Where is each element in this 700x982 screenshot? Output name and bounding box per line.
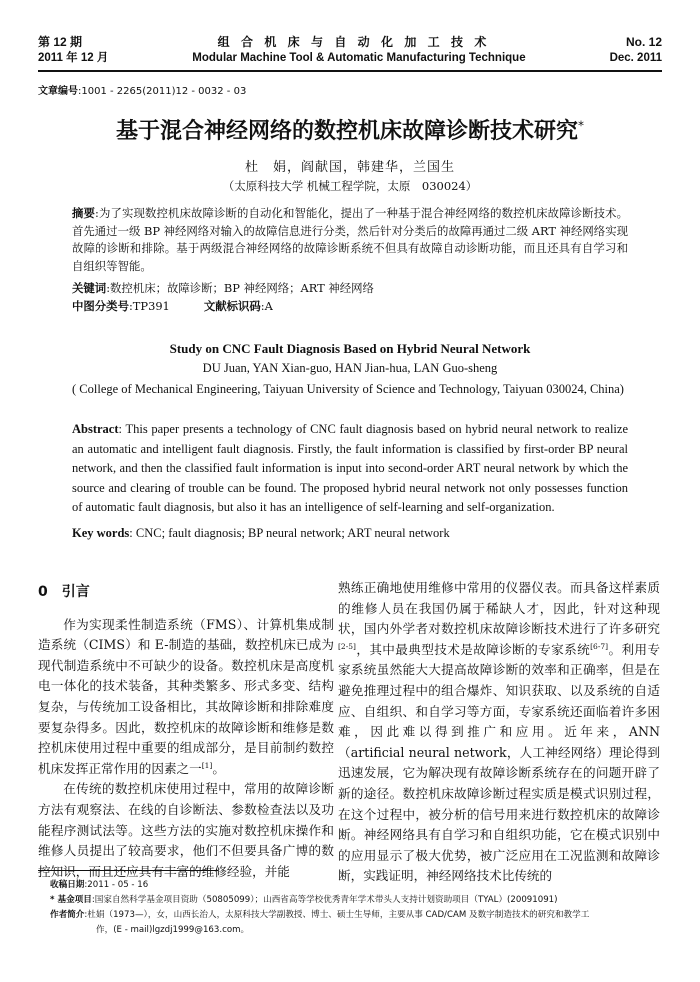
paragraph <box>338 578 660 887</box>
keywords-cn-label: 关键词 <box>72 281 107 295</box>
keywords-en <box>72 526 628 541</box>
keywords-en-label: Key words <box>72 526 130 540</box>
footnotes <box>50 878 662 938</box>
paragraph-text: 熟练正确地使用维修中常用的仪器仪表。而具备这样素质的维修人员在我国仍属于稀缺人才，因此，针对这种现状，国内外学者对数控机床故障诊断技术进行了许多研究 <box>338 580 660 637</box>
abstract-cn <box>72 205 628 275</box>
title-en: Study on CNC Fault Diagnosis Based on Hybrid Neural Network <box>169 341 531 356</box>
abstract-cn-label: 摘要 <box>72 206 96 220</box>
footnote-text: :2011 - 05 - 16 <box>84 880 149 890</box>
footnote-rule <box>38 870 218 871</box>
authors-en: DU Juan, YAN Xian-guo, HAN Jian-hua, LAN Guo-sheng <box>202 361 498 375</box>
paragraph-text: 。利用专家系统虽然能大大提高故障诊断的效率和正确率，但是在避免推理过程中的组合爆炸、知识获取、以及系统的自适应、自组织、和自学习等方面，专家系统还面临着许多困难，因此难以得到推广和应用。近年来，ANN（artificial neural network，人工神经网络）理论得到迅速发展，它为解决现有故障诊断系统存在的问题开辟了新的途径。数控机床故障诊断过程实质是模式识别过程，在这个过程中，被分析的信号用来进行数控机床的故障诊断。神经网络具有自学习和自组织功能，它在模式识别中的应用显示了极大优势，被广泛应用在工况监测和故障诊断，实践证明，神经网络技术比传统的 <box>338 641 661 884</box>
paragraph <box>38 615 334 780</box>
running-header <box>38 34 662 68</box>
clc-value: :TP391 <box>128 299 170 313</box>
paragraph-text: 。 <box>212 760 225 776</box>
doc-code-label: 文献标识码 <box>203 299 261 313</box>
header-rule <box>38 70 662 72</box>
citation: [1] <box>201 760 213 770</box>
footnote-fund <box>50 893 662 908</box>
journal-name-cn: 组 合 机 床 与 自 动 化 加 工 技 术 <box>217 35 491 49</box>
keywords-en-text: : CNC; fault diagnosis; BP neural network; ART neural network <box>129 526 450 540</box>
footnote-text: :杜娟（1973—），女，山西长治人，太原科技大学副教授、博士、硕士生导师，主要从事 CAD/CAM 及数字制造技术的研究和教学工 <box>84 910 590 920</box>
abstract-cn-text: :为了实现数控机床故障诊断的自动化和智能化，提出了一种基于混合神经网络的数控机床故障诊断技术。首先通过一级 BP 神经网络对输入的故障信息进行分类，然后针对分类后的故障再通过二级 ART 神经网络实现故障的诊断和排除。基于两级混合神经网络的故障诊断系统不但具有故障自动诊断功能，而且还具有自学习和自组织等智能。 <box>72 206 628 273</box>
affiliation-cn: （太原科技大学 机械工程学院，太原 030024） <box>222 179 478 193</box>
date-cn: 2011 年 12 月 <box>38 52 109 64</box>
abstract-en <box>72 420 628 518</box>
body-right-column <box>338 578 660 887</box>
footnote-label: * 基金项目 <box>50 895 92 905</box>
abstract-en-text: : This paper presents a technology of CNC fault diagnosis based on hybrid neural network to realize an automatic and intelligent fault diagnosis. Firstly, the fault information is classified by first-order BP neural network, and then the classified fault information is input into second-order ART neural network by which the source and clearing of trouble can be found. The proposed hybrid neural network not only possesses function of automatic fault diagnosis, but also it has an intelligence of self-learning and self-organization. <box>72 422 628 515</box>
title-footnote-mark: * <box>578 118 584 133</box>
paragraph: 在传统的数控机床使用过程中，常用的故障诊断方法有观察法、在线的自诊断法、参数检查法以及功能程序测试法等。这些方法的实施对数控机床操作和维修人员提出了较高要求，他们不但要具备广博的数控知识，而且还应具有丰富的维修经验，并能 <box>38 781 334 879</box>
journal-name-en: Modular Machine Tool & Automatic Manufacturing Technique <box>192 52 526 64</box>
keywords-cn <box>72 280 628 296</box>
citation: [2-5] <box>338 641 356 651</box>
abstract-en-label: Abstract <box>72 422 119 436</box>
title-cn <box>0 114 700 145</box>
body-left-column <box>38 578 334 882</box>
footnote-label: 收稿日期 <box>50 880 85 890</box>
authors-cn: 杜 娟，阎献国，韩建华，兰国生 <box>244 160 455 175</box>
paragraph-text: ，其中最典型技术是故障诊断的专家系统 <box>355 641 591 657</box>
section-heading: 0 引言 <box>38 584 90 600</box>
article-number-label: 文章编号 <box>38 86 78 97</box>
article-number-value: :1001 - 2265(2011)12 - 0032 - 03 <box>78 86 247 97</box>
citation: [6-7] <box>590 641 609 651</box>
clc-label: 中图分类号 <box>72 299 129 313</box>
classification <box>72 298 628 314</box>
footnote-bio <box>50 908 662 923</box>
title-cn-text: 基于混合神经网络的数控机床故障诊断技术研究 <box>115 119 578 144</box>
footnote-text: :国家自然科学基金项目资助（50805099）；山西省高等学校优秀青年学术带头人支持计划资助项目（TYAL）(20091091) <box>91 895 558 905</box>
keywords-cn-text: :数控机床；故障诊断；BP 神经网络；ART 神经网络 <box>106 281 374 295</box>
footnote-label: 作者简介 <box>50 910 85 920</box>
article-number <box>38 82 246 97</box>
date-en: Dec. 2011 <box>609 52 662 64</box>
paragraph-text: 作为实现柔性制造系统（FMS）、计算机集成制造系统（CIMS）和 E-制造的基础，数控机床已成为现代制造系统中不可缺少的设备。数控机床是高度机电一体化的技术装备，其种类繁多、形式多变、结构复杂，与传统加工设备相比，其故障诊断和排除难度要复杂得多。因此，数控机床的故障诊断和维修是数控机床使用过程中重要的组成部分，是目前制约数控机床发挥正常作用的因素之一 <box>38 616 334 776</box>
doc-code-value: :A <box>260 299 273 313</box>
affiliation-en: ( College of Mechanical Engineering, Taiyuan University of Science and Technology, Taiyuan 030024, China) <box>72 382 624 396</box>
footnote-bio-continued: 作，(E - mail)lgzdj1999@163.com。 <box>96 925 250 935</box>
issue-cn: 第 12 期 <box>38 35 83 49</box>
issue-en: No. 12 <box>625 35 662 49</box>
footnote-received <box>50 878 662 893</box>
